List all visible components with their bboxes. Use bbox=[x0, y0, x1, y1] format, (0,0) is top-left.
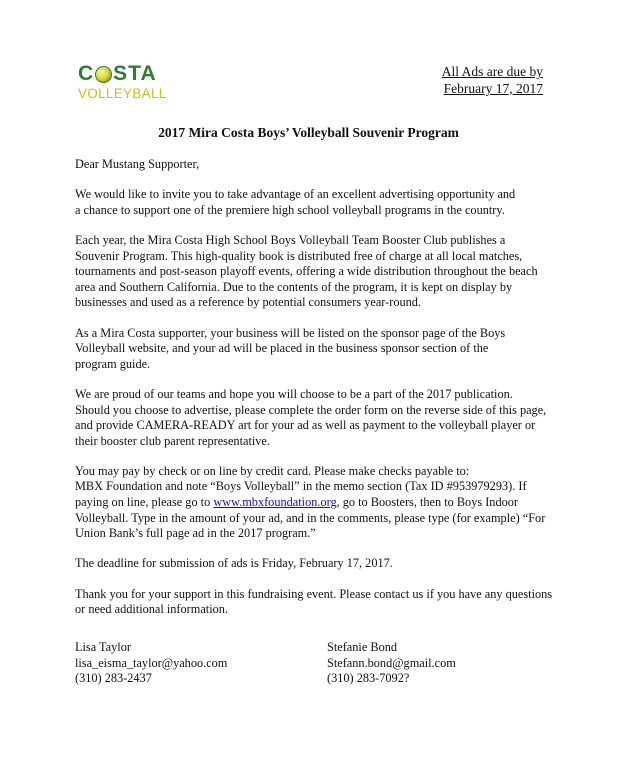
contact-phone: (310) 283-7092? bbox=[327, 671, 410, 686]
volleyball-icon bbox=[95, 66, 112, 83]
paragraph-line: Volleyball website, and your ad will be placed in the business sponsor section of the bbox=[75, 341, 489, 356]
paragraph-deadline bbox=[75, 556, 545, 572]
paragraph-advertise bbox=[75, 387, 545, 449]
document-title: 2017 Mira Costa Boys’ Volleyball Souvenir Program bbox=[158, 125, 459, 140]
paragraph-line: or need additional information. bbox=[75, 602, 228, 617]
paragraph-line: We would like to invite you to take advantage of an excellent advertising opportunity and bbox=[75, 187, 516, 202]
paragraph-line: program guide. bbox=[75, 356, 151, 371]
paragraph-line: and provide CAMERA-READY art for your ad as well as payment to the volleyball player or bbox=[75, 418, 536, 433]
paragraph-invite bbox=[75, 187, 545, 218]
letter-body bbox=[75, 157, 553, 632]
paragraph-line: Should you choose to advertise, please complete the order form on the reverse side of this page, bbox=[75, 402, 547, 417]
paragraph-line: Thank you for your support in this fundraising event. Please contact us if you have any questions bbox=[75, 586, 553, 601]
logo-letters-sta: STA bbox=[113, 62, 157, 85]
salutation bbox=[75, 157, 545, 173]
ads-due-notice bbox=[442, 63, 543, 97]
paragraph-line: You may pay by check or on line by credit card. Please make checks payable to: bbox=[75, 463, 470, 478]
mbx-foundation-link[interactable]: www.mbxfoundation.org bbox=[213, 495, 337, 510]
contact-lisa-taylor bbox=[75, 640, 227, 687]
logo-subtitle: VOLLEYBALL bbox=[78, 86, 167, 101]
paragraph-line: Souvenir Program. This high-quality book is distributed free of charge at all local matches, bbox=[75, 248, 523, 263]
paragraph-line: As a Mira Costa supporter, your business will be listed on the sponsor page of the Boys bbox=[75, 325, 506, 340]
paragraph-line: their booster club parent representative. bbox=[75, 433, 270, 448]
paragraph-line: Volleyball. Type in the amount of your ad, and in the comments, please type (for example) “For bbox=[75, 510, 546, 525]
paragraph-line: MBX Foundation and note “Boys Volleyball” in the memo section (Tax ID #953979293). If bbox=[75, 479, 527, 494]
contact-name: Lisa Taylor bbox=[75, 640, 131, 654]
paragraph-line: a chance to support one of the premiere high school volleyball programs in the country. bbox=[75, 202, 505, 217]
paragraph-thanks bbox=[75, 586, 553, 618]
paragraph-line: The deadline for submission of ads is Friday, February 17, 2017. bbox=[75, 556, 393, 571]
paragraph-line: businesses and used as a reference by potential consumers year-round. bbox=[75, 295, 421, 310]
paragraph-line: area and Southern California. Due to the contents of the program, it is kept on display by bbox=[75, 279, 513, 294]
paragraph-line: We are proud of our teams and hope you will choose to be a part of the 2017 publication. bbox=[75, 386, 513, 401]
paragraph-line bbox=[75, 495, 545, 511]
paragraph-line: Each year, the Mira Costa High School Boys Volleyball Team Booster Club publishes a bbox=[75, 232, 506, 247]
due-date: February 17, 2017 bbox=[443, 81, 543, 96]
contact-name: Stefanie Bond bbox=[327, 640, 398, 654]
payment-text: paying on line, please go to bbox=[75, 495, 214, 510]
paragraph-line: Union Bank’s full page ad in the 2017 program.” bbox=[75, 526, 316, 541]
contact-email: lisa_eisma_taylor@yahoo.com bbox=[75, 655, 228, 670]
paragraph-sponsor bbox=[75, 326, 545, 373]
contact-stefanie-bond bbox=[327, 640, 456, 687]
payment-text: , go to Boosters, then to Boys Indoor bbox=[336, 495, 518, 510]
paragraph-program bbox=[75, 233, 545, 311]
contact-phone: (310) 283-2437 bbox=[75, 671, 152, 686]
paragraph-line: tournaments and post-season playoff events, offering a wide distribution throughout the beach bbox=[75, 264, 538, 279]
logo-letter-c: C bbox=[78, 62, 95, 85]
paragraph-payment bbox=[75, 464, 545, 542]
salutation-text: Dear Mustang Supporter, bbox=[75, 157, 200, 171]
costa-volleyball-logo bbox=[78, 63, 188, 103]
contact-email: Stefann.bond@gmail.com bbox=[327, 655, 456, 670]
due-line-1: All Ads are due by bbox=[441, 64, 543, 79]
logo-wordmark bbox=[78, 63, 188, 85]
